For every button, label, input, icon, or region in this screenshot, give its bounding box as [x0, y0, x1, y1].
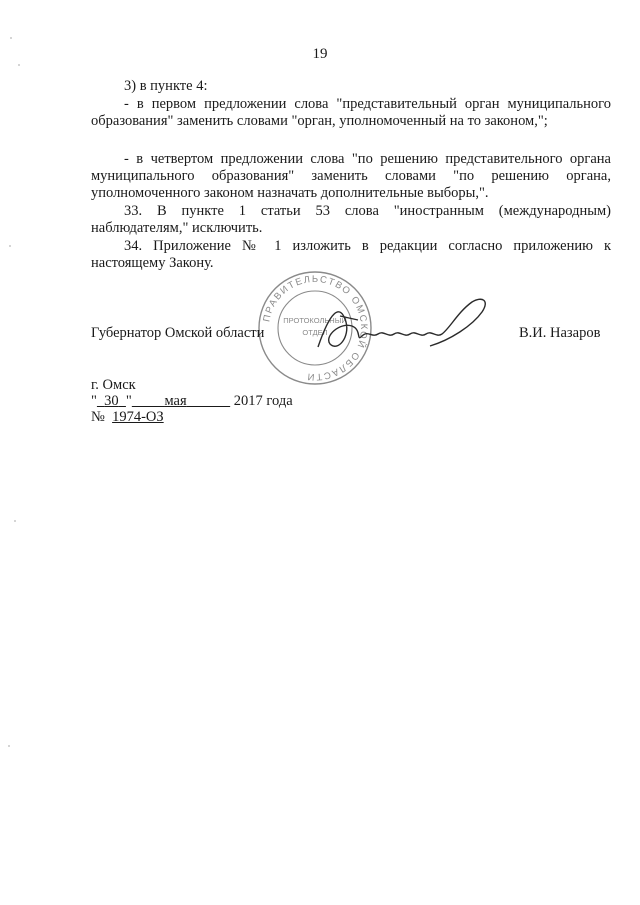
- handwritten-signature: [300, 292, 500, 362]
- scan-speck: [18, 64, 20, 66]
- scan-speck: [8, 745, 10, 747]
- law-number-label: №: [91, 409, 105, 425]
- page-number: 19: [312, 46, 328, 62]
- item-3-first-sentence: - в первом предложении слова "представительный орган муниципального образования" заменить словами "орган, уполномоченный на то законом,";: [91, 96, 611, 129]
- signing-date: " 30 " мая 2017 года: [91, 393, 293, 409]
- item-3-fourth-sentence: - в четвертом предложении слова "по решению представительного органа муниципального образования" заменить словами "по решению органа, уполномоченного законом назначать дополнительные выборы,".: [91, 151, 611, 201]
- signatory-position: Губернатор Омской области: [91, 325, 265, 341]
- date-month: мая: [164, 393, 187, 409]
- date-year: 2017 года: [233, 393, 293, 409]
- date-day: 30: [104, 393, 119, 409]
- item-34: 34. Приложение № 1 изложить в редакции согласно приложению к настоящему Закону.: [91, 238, 611, 271]
- place: г. Омск: [91, 377, 136, 393]
- svg-text:ПРОТОКОЛЬНЫЙ: ПРОТОКОЛЬНЫЙ: [283, 316, 347, 325]
- item-3-heading: 3) в пункте 4:: [124, 78, 208, 94]
- scan-speck: [10, 37, 12, 39]
- law-number: [91, 409, 164, 426]
- scan-speck: [9, 245, 11, 247]
- svg-text:ПРАВИТЕЛЬСТВО ОМСКОЙ ОБЛАСТИ: ПРАВИТЕЛЬСТВО ОМСКОЙ ОБЛАСТИ: [261, 273, 370, 383]
- law-number-value: 1974-ОЗ: [112, 409, 164, 425]
- scan-speck: [14, 520, 16, 522]
- svg-text:ОТДЕЛ: ОТДЕЛ: [302, 328, 328, 337]
- signatory-name: В.И. Назаров: [519, 325, 601, 341]
- item-33: 33. В пункте 1 статьи 53 слова "иностранным (международным) наблюдателям," исключить.: [91, 203, 611, 236]
